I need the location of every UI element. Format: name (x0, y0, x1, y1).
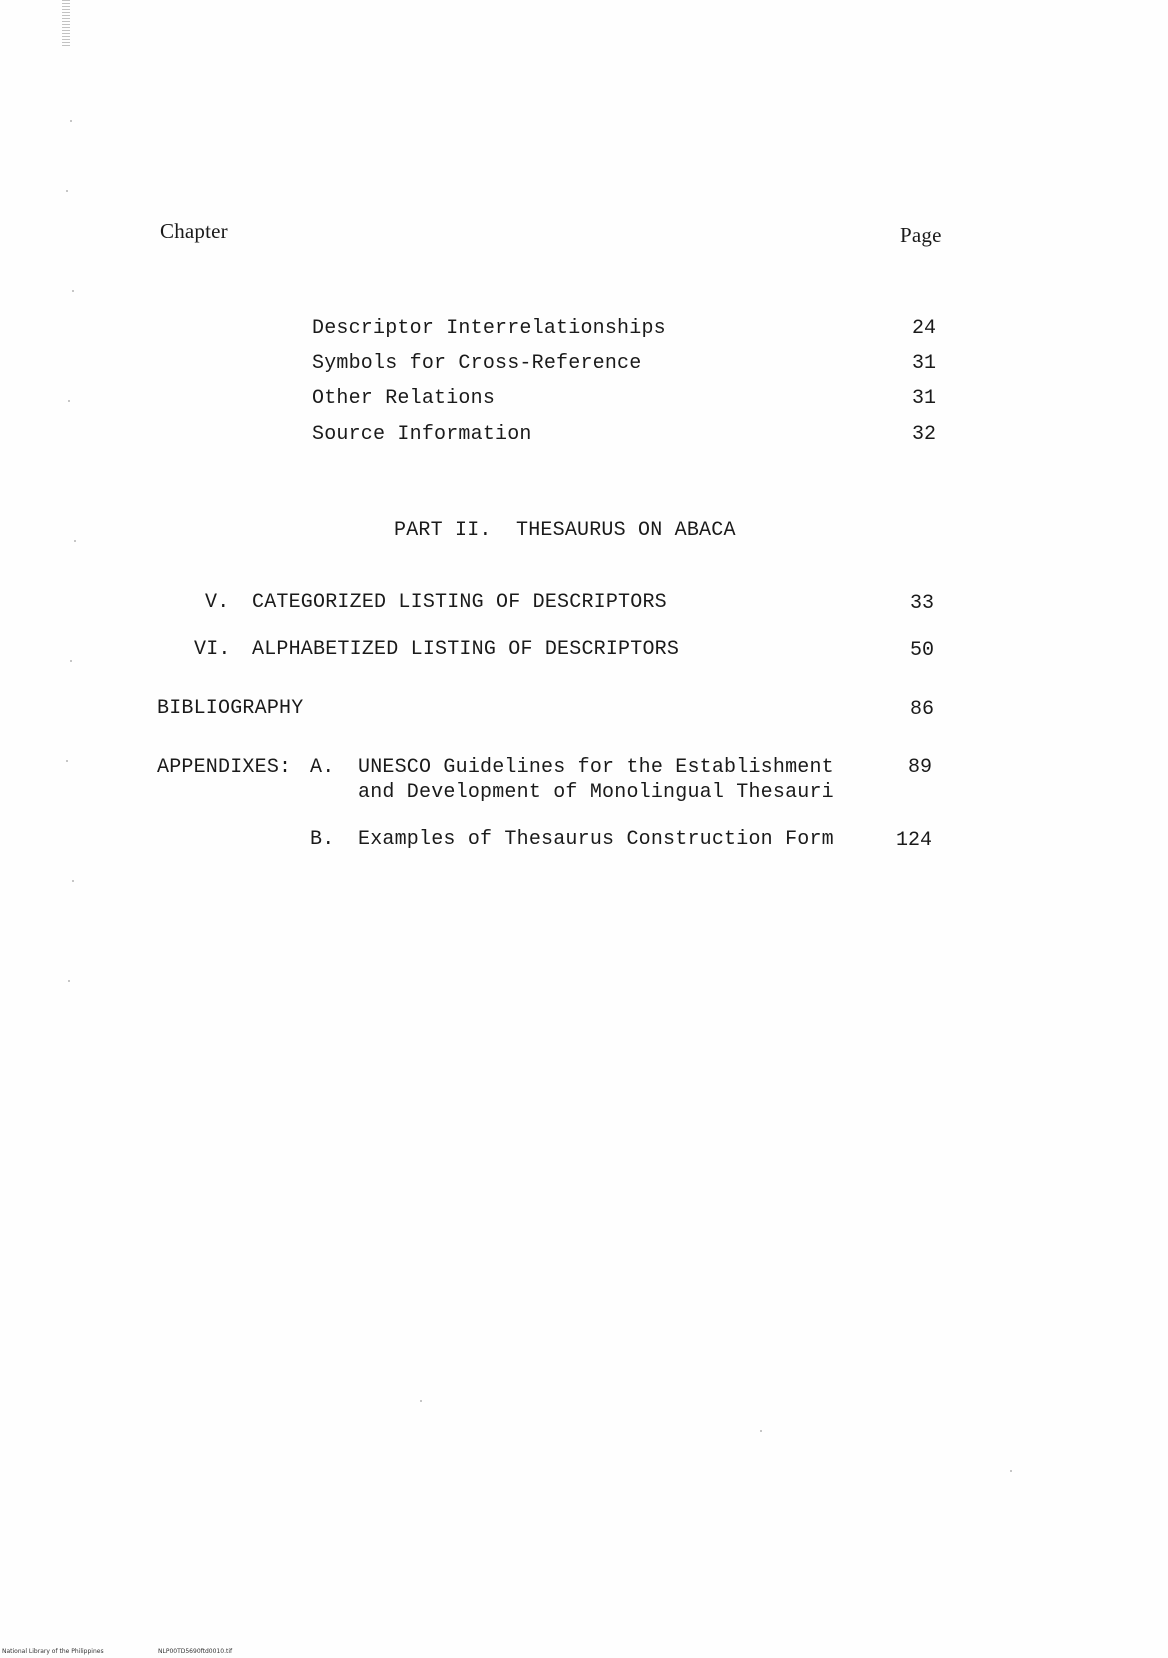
appendix-letter: A. (310, 756, 335, 779)
scan-speckle (760, 1430, 762, 1432)
appendix-page: 124 (895, 829, 932, 852)
bibliography-page: 86 (909, 698, 934, 721)
scan-speckle (68, 400, 70, 402)
chapter-title: ALPHABETIZED LISTING OF DESCRIPTORS (252, 638, 680, 661)
toc-entry-page: 24 (911, 317, 936, 340)
scan-speckle (70, 120, 72, 122)
scan-speckle (1010, 1470, 1012, 1472)
appendix-page: 89 (907, 756, 932, 779)
chapter-numeral: V. (205, 591, 230, 614)
footer-file-name: NLP00TD5690ftd0010.tif (158, 1648, 233, 1655)
toc-entry-title: Other Relations (312, 387, 496, 410)
scan-speckle (70, 660, 72, 662)
toc-entry-page: 31 (911, 352, 936, 375)
chapter-page: 33 (909, 592, 934, 615)
toc-entry-page: 32 (911, 423, 936, 446)
toc-entry-page: 31 (911, 387, 936, 410)
appendix-letter: B. (310, 828, 335, 851)
chapter-title: CATEGORIZED LISTING OF DESCRIPTORS (252, 591, 667, 614)
appendix-title-line: UNESCO Guidelines for the Establishment (358, 756, 834, 779)
toc-entry-title: Source Information (312, 423, 532, 446)
appendix-title-line: and Development of Monolingual Thesauri (358, 781, 834, 804)
scan-speckle (72, 290, 74, 292)
scan-speckle (72, 880, 74, 882)
scan-speckle (66, 760, 68, 762)
appendix-title-line: Examples of Thesaurus Construction Form (358, 828, 834, 851)
appendixes-label: APPENDIXES: (157, 756, 292, 779)
scan-speckle (74, 540, 76, 542)
footer-library-name: National Library of the Philippines (2, 1648, 104, 1655)
chapter-numeral: VI. (194, 638, 231, 661)
toc-entry-title: Descriptor Interrelationships (312, 317, 666, 340)
part-heading: PART II. THESAURUS ON ABACA (394, 519, 736, 542)
scan-speckle (66, 190, 68, 192)
chapter-page: 50 (909, 639, 934, 662)
page-column-header: Page (900, 223, 942, 247)
toc-entry-title: Symbols for Cross-Reference (312, 352, 642, 375)
bibliography-title: BIBLIOGRAPHY (157, 697, 304, 720)
scan-speckle (68, 980, 70, 982)
scan-edge-mark (62, 0, 70, 46)
chapter-column-header: Chapter (160, 219, 228, 243)
scan-speckle (420, 1400, 422, 1402)
